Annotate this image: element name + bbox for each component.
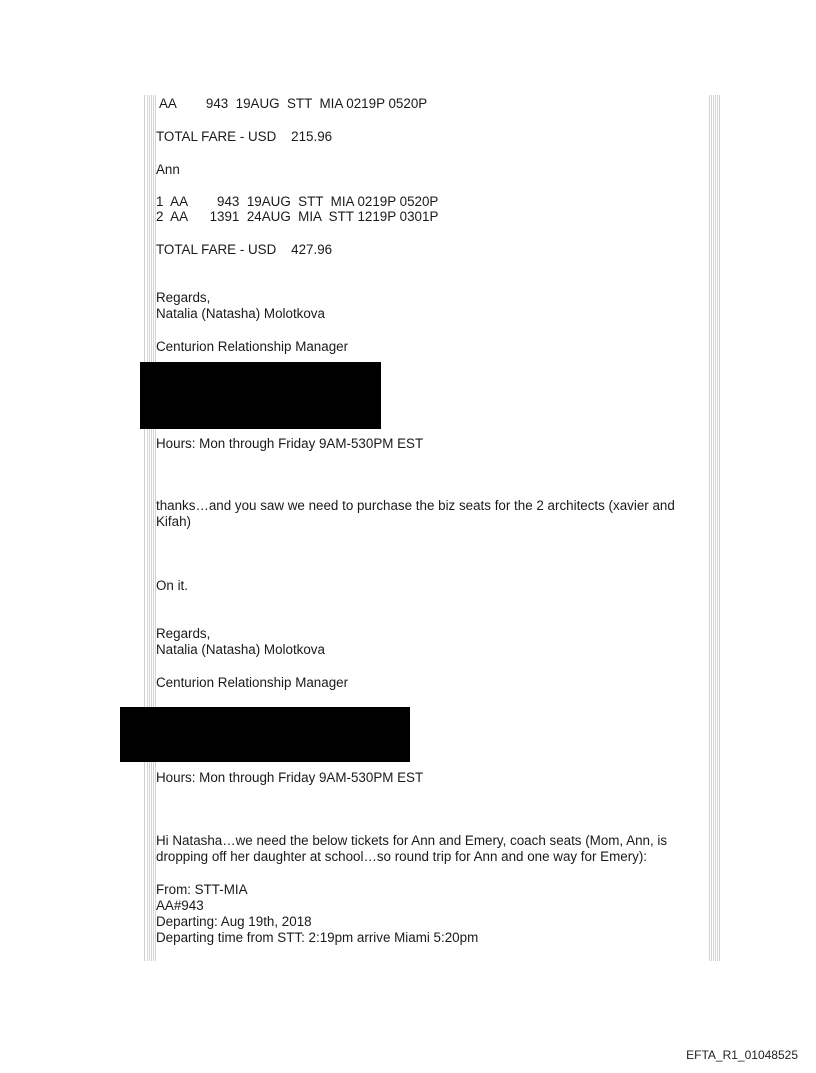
flight-number: AA#943 (156, 898, 204, 913)
total-fare-2: TOTAL FARE - USD 427.96 (156, 242, 333, 257)
signature-2-regards: Regards, (156, 626, 211, 641)
on-it-message: On it. (156, 578, 188, 593)
flight-from: From: STT-MIA (156, 882, 248, 897)
total-fare-1: TOTAL FARE - USD 215.96 (156, 129, 333, 144)
signature-1-name: Natalia (Natasha) Molotkova (156, 306, 325, 321)
reply-message: thanks…and you saw we need to purchase the biz seats for the 2 architects (xavier and Kifah) (156, 498, 675, 529)
signature-2-title: Centurion Relationship Manager (156, 675, 349, 690)
signature-2-name: Natalia (Natasha) Molotkova (156, 642, 325, 657)
request-message: Hi Natasha…we need the below tickets for Ann and Emery, coach seats (Mom, Ann, is dropping off her daughter at school…so round trip for Ann and one way for Emery): (156, 833, 668, 864)
signature-1-title: Centurion Relationship Manager (156, 339, 349, 354)
redaction-block-1 (140, 362, 381, 429)
flight-departing-date: Departing: Aug 19th, 2018 (156, 914, 312, 929)
passenger-name: Ann (156, 162, 180, 177)
itinerary-row-2: 2 AA 1391 24AUG MIA STT 1219P 0301P (156, 209, 439, 224)
signature-1-hours: Hours: Mon through Friday 9AM-530PM EST (156, 436, 424, 451)
flight-line-top: AA 943 19AUG STT MIA 0219P 0520P (156, 96, 428, 111)
document-id: EFTA_R1_01048525 (686, 1048, 798, 1062)
flight-departing-time: Departing time from STT: 2:19pm arrive Miami 5:20pm (156, 930, 479, 945)
itinerary-row-1: 1 AA 943 19AUG STT MIA 0219P 0520P (156, 194, 439, 209)
signature-1-regards: Regards, (156, 290, 211, 305)
redaction-block-2 (120, 707, 410, 762)
signature-2-hours: Hours: Mon through Friday 9AM-530PM EST (156, 770, 424, 785)
frame-rail-right (708, 95, 718, 961)
frame-rail-left (146, 95, 156, 961)
